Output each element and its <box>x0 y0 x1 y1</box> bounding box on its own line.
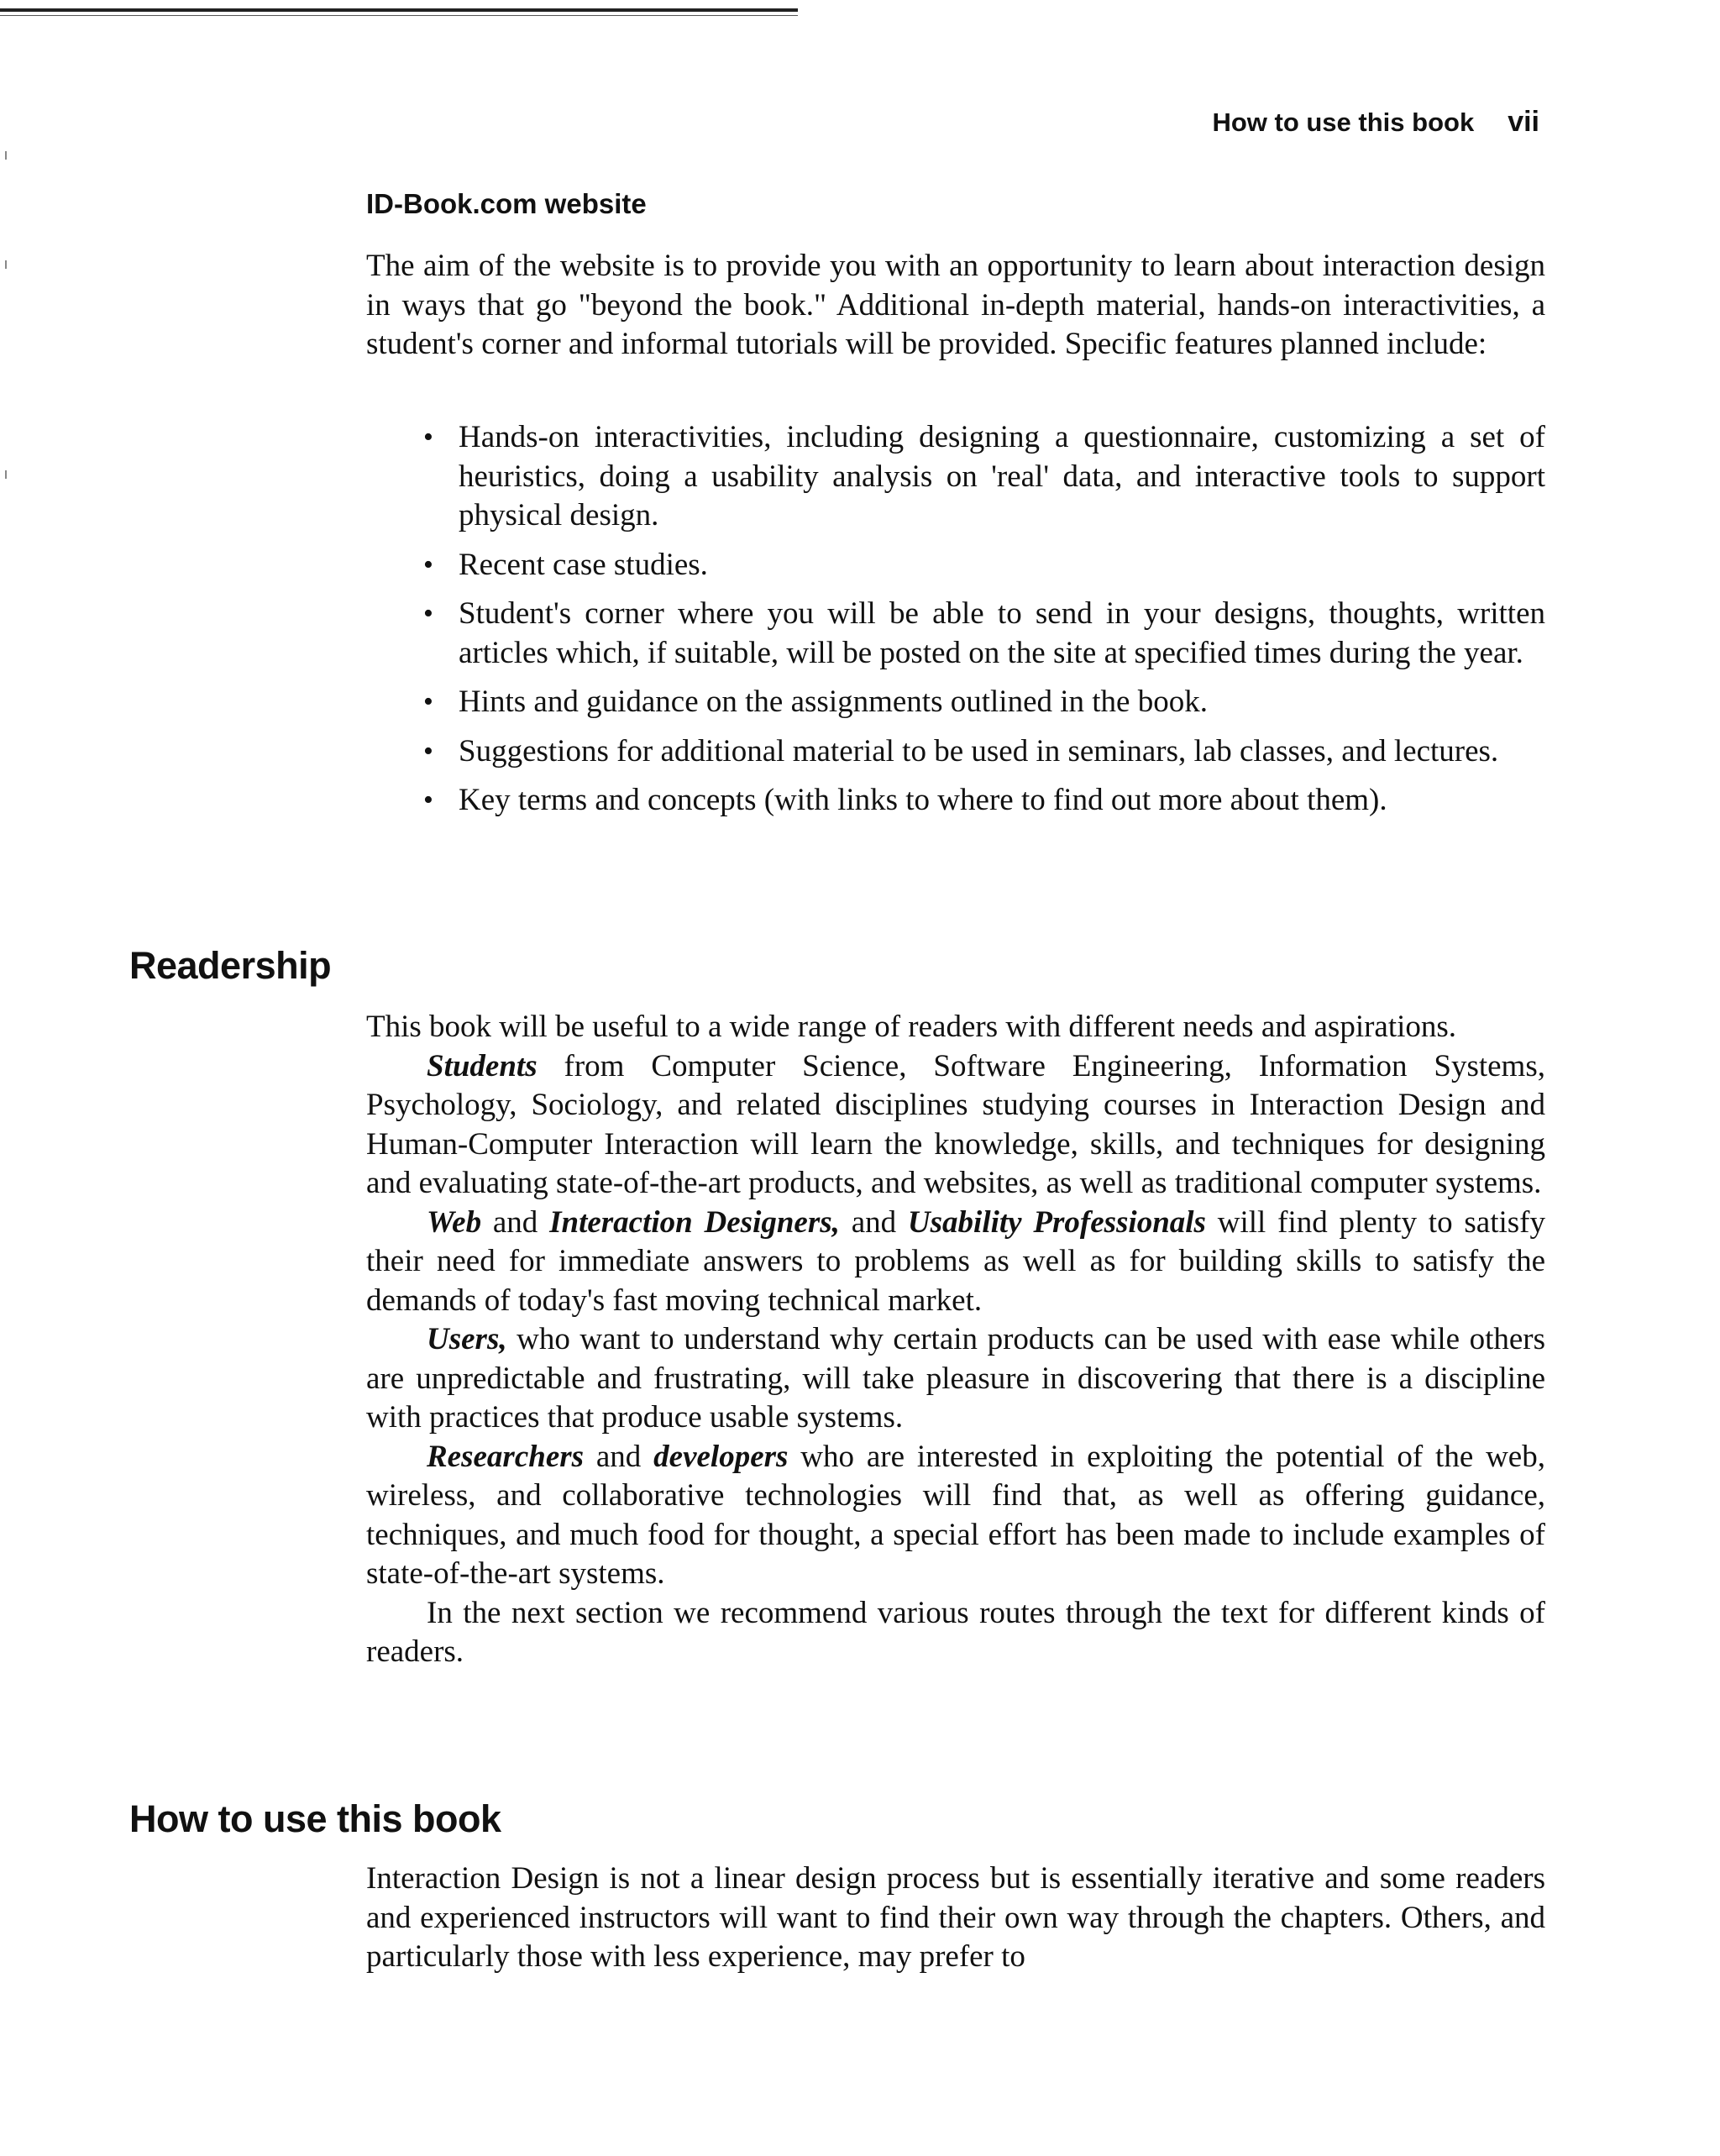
margin-tick <box>5 470 7 479</box>
margin-tick <box>5 260 7 269</box>
conjunction: and <box>481 1204 550 1240</box>
readership-intro: This book will be useful to a wide range of readers with different needs and aspirations. <box>366 1010 1457 1044</box>
list-item-text: Key terms and concepts (with links to where to find out more about them). <box>459 783 1387 817</box>
list-item-text: Hints and guidance on the assignments outlined in the book. <box>459 685 1208 719</box>
users-text: who want to understand why certain products can be used with ease while others are unpredictable and frustrating, will take pleasure in discovering that there is a discipline with practices that produce usable systems. <box>366 1322 1545 1435</box>
conjunction: and <box>584 1439 654 1474</box>
next-section-paragraph: In the next section we recommend various routes through the text for different kinds of readers. <box>366 1595 1545 1669</box>
list-item-text: Suggestions for additional material to be used in seminars, lab classes, and lectures. <box>459 733 1499 769</box>
users-label: Users, <box>427 1322 507 1356</box>
researchers-label: Researchers <box>427 1439 585 1474</box>
margin-tick <box>5 151 7 160</box>
running-head <box>1212 106 1539 139</box>
list-item <box>420 732 1545 772</box>
designers-text: will find plenty to satisfy their need for immediate answers to problems as well as for building skills to satisfy the demands of today's fast moving technical market. <box>366 1204 1545 1318</box>
page-number: vii <box>1508 106 1539 138</box>
interaction-designers-label: Interaction Designers, <box>549 1204 840 1240</box>
students-text: from Computer Science, Software Engineering, Information Systems, Psychology, Sociology, and related disciplines studying courses in Interaction Design and Human-Computer Interaction will learn the knowledge, skills, and techniques for designing and evaluating state-of-the-art products, and websites, as well as traditional computer systems. <box>366 1048 1545 1200</box>
bullet-icon: • <box>423 784 433 816</box>
readership-body <box>366 1008 1545 1672</box>
users-paragraph <box>366 1320 1545 1438</box>
list-item <box>420 418 1545 536</box>
list-item <box>420 546 1545 585</box>
students-label: Students <box>427 1048 538 1083</box>
bullet-icon: • <box>423 686 433 717</box>
list-item-text: Recent case studies. <box>459 547 708 582</box>
bullet-icon: • <box>423 598 433 629</box>
web-label: Web <box>427 1204 482 1240</box>
website-intro-paragraph: The aim of the website is to provide you with an opportunity to learn about interaction design in ways that go "beyond the book." Additional in-depth material, hands-on interactivities, a student's corner and informal tutorials will be provided. Specific features planned include: <box>366 249 1545 361</box>
how-to-heading: How to use this book <box>129 1797 501 1840</box>
list-item <box>420 683 1545 722</box>
running-head-title: How to use this book <box>1212 108 1475 137</box>
website-intro <box>366 247 1545 365</box>
how-to-paragraph: Interaction Design is not a linear design process but is essentially iterative and some readers and experienced instructors will want to find their own way through the chapters. Others, and particularly those with less experience, may prefer to <box>366 1861 1545 1974</box>
usability-professionals-label: Usability Professionals <box>907 1204 1206 1240</box>
list-item <box>420 781 1545 821</box>
readership-heading: Readership <box>129 944 332 987</box>
website-heading: ID-Book.com website <box>366 188 647 219</box>
feature-list <box>420 418 1545 831</box>
bullet-icon: • <box>423 548 433 580</box>
students-paragraph <box>366 1047 1545 1204</box>
researchers-paragraph <box>366 1438 1545 1594</box>
list-item-text: Student's corner where you will be able to send in your designs, thoughts, written articles which, if suitable, will be posted on the site at specified times during the year. <box>459 596 1545 670</box>
developers-label: developers <box>653 1439 789 1474</box>
top-rule <box>0 8 798 12</box>
conjunction: and <box>839 1204 908 1240</box>
bullet-icon: • <box>423 422 433 453</box>
designers-paragraph <box>366 1204 1545 1321</box>
list-item <box>420 595 1545 673</box>
top-rule-thin <box>0 15 798 16</box>
bullet-icon: • <box>423 735 433 767</box>
list-item-text: Hands-on interactivities, including designing a questionnaire, customizing a set of heuristics, doing a usability analysis on 'real' data, and interactive tools to support physical design. <box>459 420 1545 532</box>
researchers-text: who are interested in exploiting the potential of the web, wireless, and collaborative technologies will find that, as well as offering guidance, techniques, and much food for thought, a special effort has been made to include examples of state-of-the-art systems. <box>366 1439 1545 1591</box>
how-to-body <box>366 1860 1545 1977</box>
